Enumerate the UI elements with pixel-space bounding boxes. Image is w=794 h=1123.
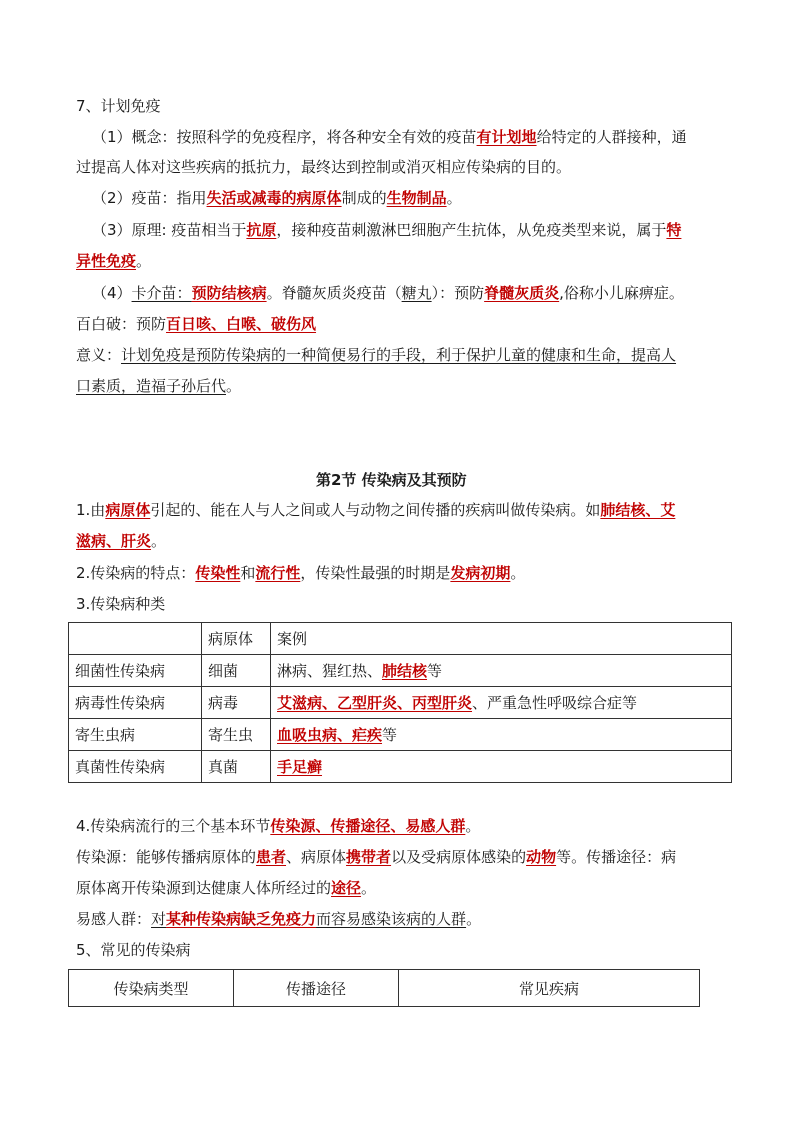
highlight: 途径 [331,879,362,897]
text: 引起的、能在人与人之间或人与动物之间传播的疾病叫做传染病。如 [150,501,601,519]
section-title-plan-immunity: 7、计划免疫 [76,97,161,115]
highlight: 肺结核 [382,662,428,680]
underlined: 口素质，造福子孙后代 [76,377,227,395]
highlight: 滋病、肝炎 [76,532,152,550]
text: 1.由 [76,501,106,519]
table-header-cell: 病原体 [202,623,271,655]
table-header-cell: 案例 [271,623,732,655]
item-5: 5、常见的传染病 [76,941,191,959]
text: 制成的 [341,189,387,207]
table-cell-pathogen: 细菌 [202,655,271,687]
highlight: 血吸虫病、疟疾 [277,726,383,744]
text: 。 [510,564,526,582]
highlight: 百日咳、白喉、破伤风 [166,315,317,333]
highlight: 手足癣 [277,758,323,776]
common-disease-table [68,969,700,1007]
text: ）：预防 [431,284,485,302]
table-header-row [69,970,700,1007]
highlight: 预防结核病 [191,284,267,302]
table-cell-type: 病毒性传染病 [69,687,202,719]
text: 。 [466,910,482,928]
underlined: 而容易感染该病的人群 [316,910,467,928]
paragraph-principle-cont [76,251,151,271]
table-row [69,687,732,719]
highlight: 传染性 [195,564,241,582]
text: 百白破：预防 [76,315,167,333]
highlight: 某种传染病缺乏免疫力 [166,910,317,928]
paragraph-examples [92,283,684,303]
text: 原体离开传染源到达健康人体所经过的 [76,879,332,897]
table-cell-pathogen: 寄生虫 [202,719,271,751]
text: （3）原理: 疫苗相当于 [92,221,247,239]
table-cell-examples [271,751,732,783]
disease-type-table [68,622,732,783]
table-header-cell: 常见疾病 [399,970,700,1007]
text: 、严重急性呼吸综合症等 [472,694,638,712]
text: （1）概念：按照科学的免疫程序，将各种安全有效的疫苗 [92,128,477,146]
table-cell-pathogen: 病毒 [202,687,271,719]
table-header-cell: 传播途径 [234,970,399,1007]
paragraph-concept [92,127,687,147]
underlined: 卡介苗： [131,284,192,302]
highlight: 肺结核、艾 [600,501,676,519]
text: 。 [151,532,167,550]
item-4-susceptible [76,909,481,929]
text: 和 [240,564,256,582]
table-cell-examples [271,719,732,751]
text: 4.传染病流行的三个基本环节 [76,817,271,835]
paragraph-significance-cont [76,376,241,396]
paragraph-vaccine [92,188,462,208]
highlight: 流行性 [255,564,301,582]
text: 以及受病原体感染的 [391,848,527,866]
text: 2.传染病的特点： [76,564,196,582]
text: ,俗称小儿麻痹症。 [559,284,684,302]
text: 等 [382,726,398,744]
highlight: 失活或减毒的病原体 [206,189,342,207]
table-cell-pathogen: 真菌 [202,751,271,783]
paragraph-concept-cont: 过提高人体对这些疾病的抵抗力，最终达到控制或消灭相应传染病的目的。 [76,158,572,176]
text: 、病原体 [286,848,347,866]
highlight: 特 [666,221,682,239]
highlight: 患者 [256,848,287,866]
table-cell-type: 寄生虫病 [69,719,202,751]
underlined: 计划免疫是预防传染病的一种简便易行的手段，利于保护儿童的健康和生命，提高人 [121,346,677,364]
text: （4） [92,284,132,302]
table-cell-type: 真菌性传染病 [69,751,202,783]
text: 等。传播途径：病 [556,848,677,866]
item-3: 3.传染病种类 [76,595,166,613]
section-heading: 第2节 传染病及其预防 [316,471,467,489]
text: （2）疫苗：指用 [92,189,207,207]
item-4-source [76,847,676,867]
item-1 [76,500,675,520]
table-header-row [69,623,732,655]
table-cell-type: 细菌性传染病 [69,655,202,687]
table-cell-examples [271,655,732,687]
highlight: 脊髓灰质炎 [484,284,560,302]
highlight: 有计划地 [476,128,537,146]
table-row [69,655,732,687]
highlight: 传染源、传播途径、易感人群 [270,817,466,835]
text: ，传染性最强的时期是 [300,564,451,582]
underlined: 糖丸 [401,284,432,302]
table-header-cell [69,623,202,655]
text: 意义： [76,346,122,364]
highlight: 动物 [526,848,557,866]
highlight: 异性免疫 [76,252,137,270]
text: 。 [226,377,242,395]
item-4 [76,816,480,836]
underlined: 对 [151,910,167,928]
text: 。 [136,252,152,270]
text: 给特定的人群接种，通 [536,128,687,146]
paragraph-principle [92,220,681,240]
text: 等 [427,662,443,680]
highlight: 发病初期 [450,564,511,582]
text: 。 [446,189,462,207]
table-header-cell: 传染病类型 [69,970,234,1007]
text: 易感人群： [76,910,152,928]
text: 。 [465,817,481,835]
highlight: 抗原 [246,221,277,239]
highlight: 病原体 [105,501,151,519]
highlight: 艾滋病、乙型肝炎、丙型肝炎 [277,694,473,712]
paragraph-significance [76,345,676,365]
text: 传染源：能够传播病原体的 [76,848,257,866]
highlight: 携带者 [346,848,392,866]
paragraph-dpt [76,314,316,334]
text: 。 [361,879,377,897]
text: 淋病、猩红热、 [277,662,383,680]
item-4-route [76,878,376,898]
table-row [69,719,732,751]
item-2 [76,563,525,583]
table-cell-examples [271,687,732,719]
item-1-cont [76,531,166,551]
table-row [69,751,732,783]
text: 。脊髓灰质炎疫苗（ [266,284,402,302]
text: ，接种疫苗刺激淋巴细胞产生抗体，从免疫类型来说，属于 [276,221,667,239]
highlight: 生物制品 [386,189,447,207]
